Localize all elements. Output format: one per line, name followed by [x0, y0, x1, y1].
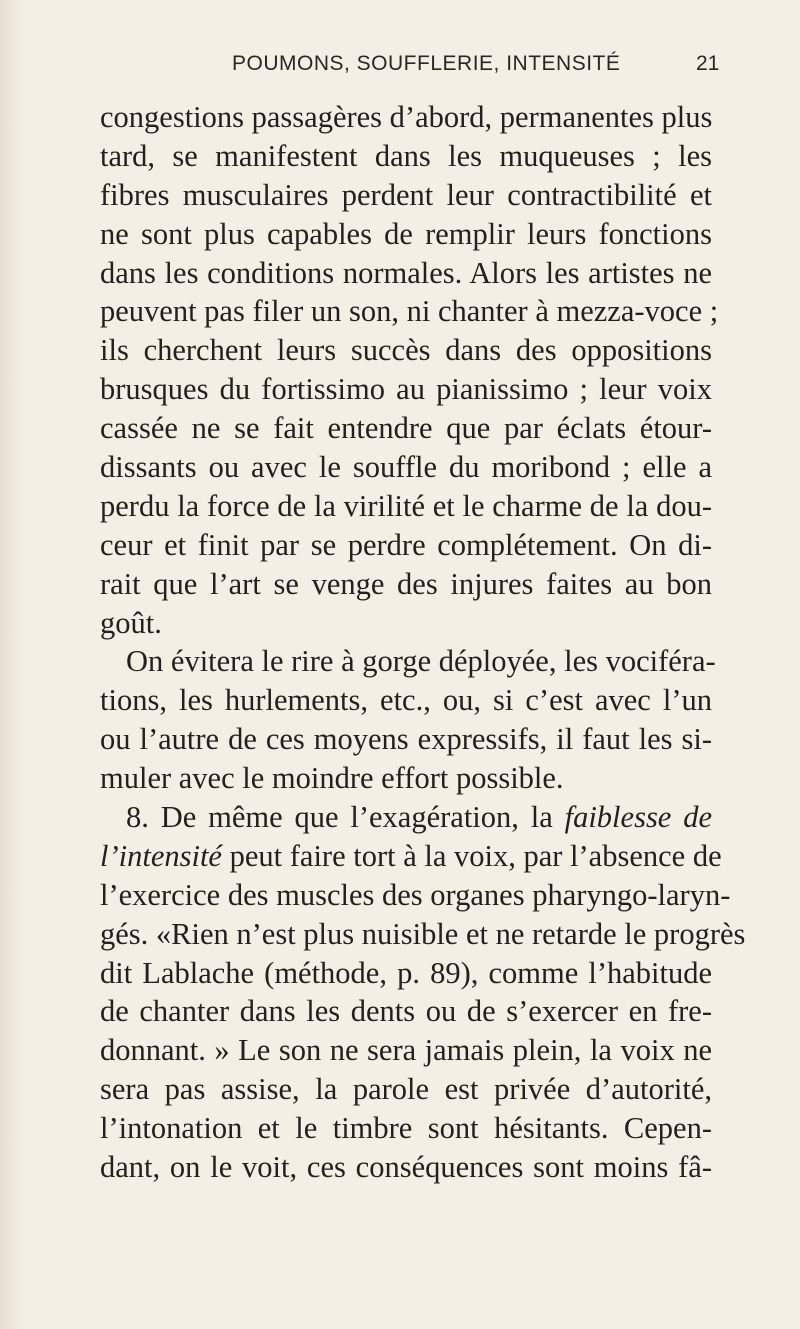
text-line: peuvent pas filer un son, ni chanter à mezza-voce ;: [100, 294, 719, 329]
text-line: ne sont plus capables de remplir leurs fonctions: [100, 216, 712, 251]
text-line: [100, 798, 712, 837]
text-line: fibres musculaires perdent leur contractibilité et: [100, 177, 712, 212]
text-line: perdu la force de la virilité et le charme de la dou-: [100, 488, 712, 523]
body-text: [100, 98, 746, 1187]
text-line: goût.: [100, 605, 162, 640]
text-line: On évitera le rire à gorge déployée, les vociféra-: [126, 644, 716, 679]
text-line: l’intonation et le timbre sont hésitants. Cepen-: [100, 1111, 712, 1146]
text-line: tard, se manifestent dans les muqueuses ; les: [100, 138, 712, 173]
text-line: brusques du fortissimo au pianissimo ; leur voix: [100, 372, 712, 407]
text-line: [100, 837, 722, 876]
text-line: l’exercice des muscles des organes pharyngo-laryn-: [100, 877, 731, 912]
text-line: cassée ne se fait entendre que par éclats étour-: [100, 411, 712, 446]
text-line: rait que l’art se venge des injures faites au bon: [100, 566, 712, 601]
text-line: congestions passagères d’abord, permanentes plus: [100, 100, 713, 134]
page-gutter: [0, 0, 22, 1329]
text-line: muler avec le moindre effort possible.: [100, 761, 564, 796]
text-line: donnant. » Le son ne sera jamais plein, la voix ne: [100, 1033, 712, 1068]
text-line: dans les conditions normales. Alors les artistes ne: [100, 255, 712, 290]
italic-run: l’intensité: [100, 838, 222, 873]
page-number: 21: [696, 52, 720, 75]
text-run: peut faire tort à la voix, par l’absence de: [221, 838, 722, 873]
italic-run: faiblesse de: [564, 800, 712, 835]
text-line: gés. «Rien n’est plus nuisible et ne retarde le progrès: [100, 916, 746, 951]
text-line: sera pas assise, la parole est privée d’autorité,: [100, 1072, 712, 1107]
text-line: ceur et finit par se perdre complétement. On di-: [100, 527, 712, 562]
text-line: ils cherchent leurs succès dans des oppositions: [100, 333, 712, 368]
text-line: dit Lablache (méthode, p. 89), comme l’habitude: [100, 955, 712, 990]
text-line: dissants ou avec le souffle du moribond ; elle a: [100, 450, 712, 485]
text-line: de chanter dans les dents ou de s’exercer en fre-: [100, 994, 712, 1029]
text-line: dant, on le voit, ces conséquences sont moins fâ-: [100, 1150, 712, 1185]
text-line: ou l’autre de ces moyens expressifs, il faut les si-: [100, 722, 712, 757]
text-run: 8. De même que l’exagération, la: [126, 800, 565, 835]
running-head: POUMONS, SOUFFLERIE, INTENSITÉ: [232, 52, 621, 75]
text-line: tions, les hurlements, etc., ou, si c’est avec l’un: [100, 683, 712, 718]
